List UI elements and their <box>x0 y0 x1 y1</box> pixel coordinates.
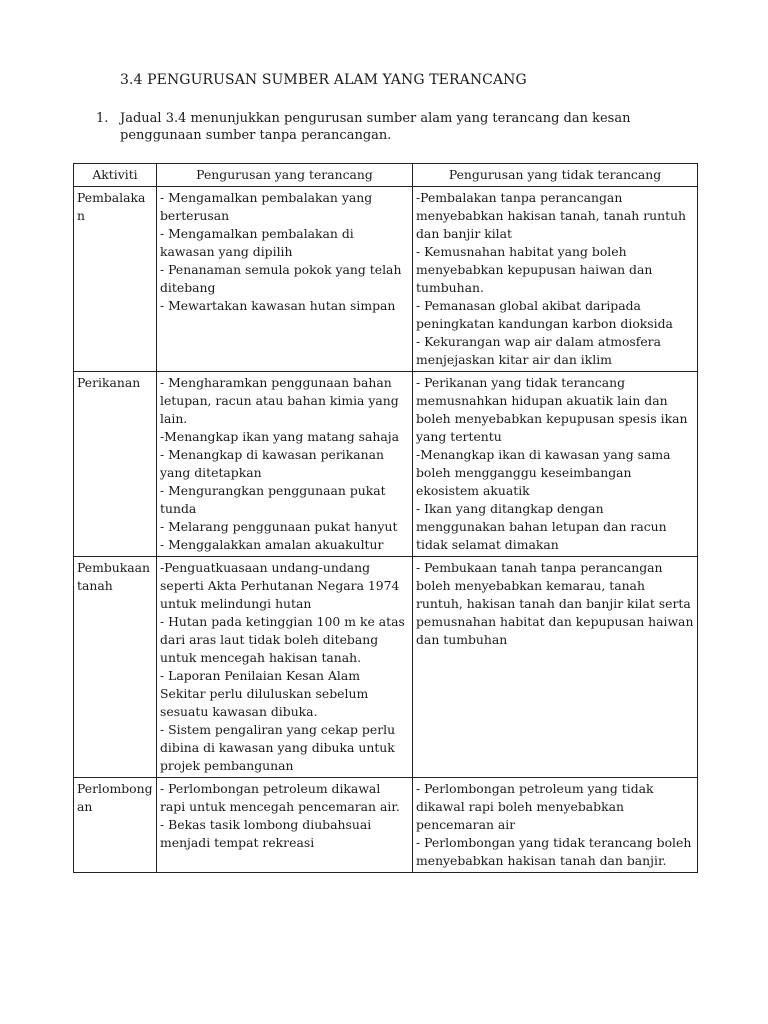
table-row <box>74 557 698 778</box>
planned-cell <box>157 557 413 778</box>
unplanned-cell <box>413 557 698 778</box>
resource-management-table <box>73 163 698 873</box>
planned-item: - Bekas tasik lombong diubahsuai menjadi tempat rekreasi <box>160 817 372 850</box>
unplanned-item: - Perikanan yang tidak terancang memusnahkan hidupan akuatik lain dan boleh menyebabkan kepupusan spesis ikan yang tertentu <box>416 375 688 444</box>
planned-cell <box>157 372 413 557</box>
unplanned-item: - Perlombongan yang tidak terancang boleh menyebabkan hakisan tanah dan banjir. <box>416 835 692 868</box>
planned-item: -Penguatkuasaan undang-undang seperti Akta Perhutanan Negara 1974 untuk melindungi hutan <box>160 560 400 611</box>
header-unplanned: Pengurusan yang tidak terancang <box>413 164 698 187</box>
planned-item: - Mewartakan kawasan hutan simpan <box>160 298 396 313</box>
planned-item: - Mengurangkan penggunaan pukat tunda <box>160 483 386 516</box>
planned-item: - Mengamalkan pembalakan yang berterusan <box>160 190 373 223</box>
planned-item: - Laporan Penilaian Kesan Alam Sekitar perlu diluluskan sebelum sesuatu kawasan dibuka. <box>160 668 369 719</box>
planned-item: - Sistem pengaliran yang cekap perlu dibina di kawasan yang dibuka untuk projek pembangunan <box>160 722 396 773</box>
activity-cell: Pembalakan <box>74 187 157 372</box>
unplanned-item: - Perlombongan petroleum yang tidak dikawal rapi boleh menyebabkan pencemaran air <box>416 781 654 832</box>
activity-cell: Pembukaan tanah <box>74 557 157 778</box>
unplanned-cell <box>413 187 698 372</box>
table-header-row <box>74 164 698 187</box>
table-row <box>74 187 698 372</box>
planned-item: - Mengharamkan penggunaan bahan letupan, racun atau bahan kimia yang lain. <box>160 375 399 426</box>
planned-item: - Penanaman semula pokok yang telah ditebang <box>160 262 402 295</box>
table-row <box>74 778 698 873</box>
unplanned-item: - Kemusnahan habitat yang boleh menyebabkan kepupusan haiwan dan tumbuhan. <box>416 244 653 295</box>
unplanned-item: - Pemanasan global akibat daripada peningkatan kandungan karbon dioksida <box>416 298 673 331</box>
header-planned: Pengurusan yang terancang <box>157 164 413 187</box>
activity-cell: Perikanan <box>74 372 157 557</box>
planned-item: - Melarang penggunaan pukat hanyut <box>160 519 398 534</box>
table-row <box>74 372 698 557</box>
activity-cell: Perlombongan <box>74 778 157 873</box>
planned-item: - Menangkap di kawasan perikanan yang ditetapkan <box>160 447 384 480</box>
planned-item: - Menggalakkan amalan akuakultur <box>160 537 384 552</box>
unplanned-item: -Pembalakan tanpa perancangan menyebabkan hakisan tanah, tanah runtuh dan banjir kilat <box>416 190 687 241</box>
header-activity: Aktiviti <box>74 164 157 187</box>
unplanned-cell <box>413 372 698 557</box>
planned-item: - Perlombongan petroleum dikawal rapi untuk mencegah pencemaran air. <box>160 781 400 814</box>
list-number: 1. <box>96 111 109 126</box>
planned-cell <box>157 778 413 873</box>
intro-text: Jadual 3.4 menunjukkan pengurusan sumber alam yang terancang dan kesan penggunaan sumber tanpa perancangan. <box>120 111 631 143</box>
unplanned-item: - Kekurangan wap air dalam atmosfera menjejaskan kitar air dan iklim <box>416 334 661 367</box>
unplanned-item: -Menangkap ikan di kawasan yang sama boleh mengganggu keseimbangan ekosistem akuatik <box>416 447 671 498</box>
unplanned-item: - Pembukaan tanah tanpa perancangan boleh menyebabkan kemarau, tanah runtuh, hakisan tanah dan banjir kilat serta pemusnahan habitat dan kepupusan haiwan dan tumbuhan <box>416 560 694 647</box>
planned-cell <box>157 187 413 372</box>
planned-item: - Mengamalkan pembalakan di kawasan yang dipilih <box>160 226 354 259</box>
section-heading: 3.4 PENGURUSAN SUMBER ALAM YANG TERANCANG <box>120 72 527 88</box>
planned-item: -Menangkap ikan yang matang sahaja <box>160 429 399 444</box>
unplanned-item: - Ikan yang ditangkap dengan menggunakan bahan letupan dan racun tidak selamat dimakan <box>416 501 667 552</box>
planned-item: - Hutan pada ketinggian 100 m ke atas dari aras laut tidak boleh ditebang untuk mencegah hakisan tanah. <box>160 614 405 665</box>
unplanned-cell <box>413 778 698 873</box>
